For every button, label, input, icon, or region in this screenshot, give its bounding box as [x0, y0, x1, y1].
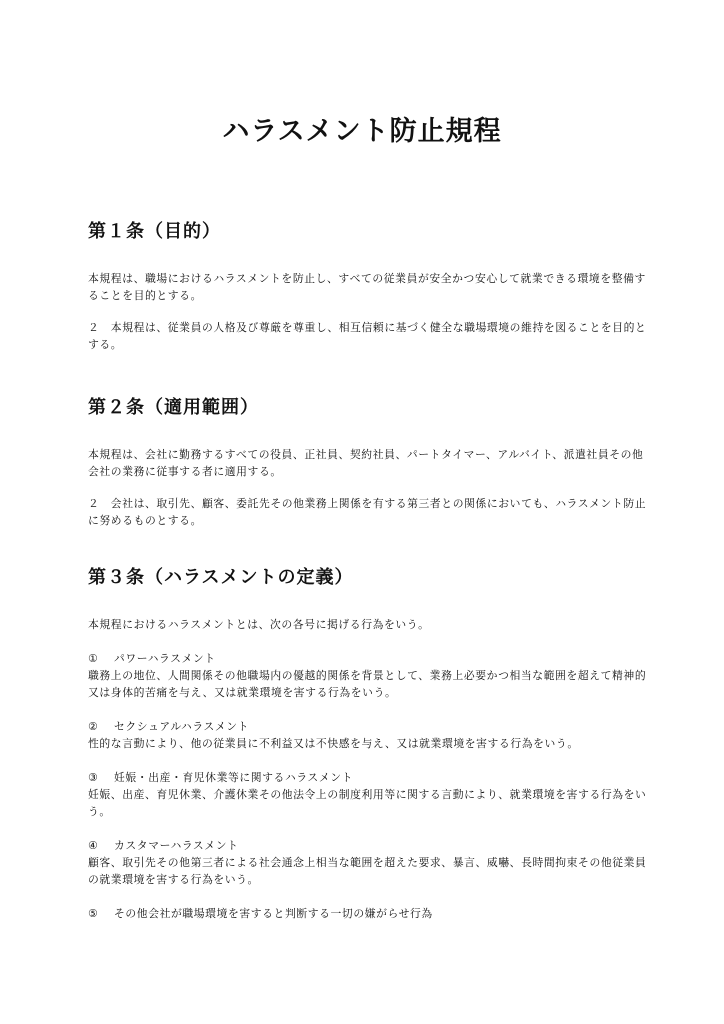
definition-item-text: 性的な言動により、他の従業員に不利益又は不快感を与え、又は就業環境を害する行為をいう。: [88, 737, 579, 750]
definition-item-title: [88, 905, 648, 922]
article-paragraph: ２ 会社は、取引先、顧客、委託先その他業務上関係を有する第三者との関係においても、ハラスメント防止に努めるものとする。: [88, 497, 647, 527]
item-number: ④: [88, 839, 99, 852]
article-1: [88, 218, 648, 353]
article-heading: 第１条（目的）: [88, 221, 221, 242]
definition-item-title: [88, 769, 648, 786]
definition-item-text: 職務上の地位、人間関係その他職場内の優越的関係を背景として、業務上必要かつ相当な範囲を超えて精神的又は身体的苦痛を与え、又は就業環境を害する行為をいう。: [88, 669, 647, 699]
definition-item-text: 妊娠、出産、育児休業、介護休業その他法令上の制度利用等に関する言動により、就業環境を害する行為をいう。: [88, 788, 647, 818]
item-title-text: その他会社が職場環境を害すると判断する一切の嫌がらせ行為: [114, 907, 433, 920]
article-paragraph: ２ 本規程は、従業員の人格及び尊厳を尊重し、相互信頼に基づく健全な職場環境の維持を図ることを目的とする。: [88, 321, 647, 351]
definition-item-title: [88, 837, 648, 854]
definition-item: [88, 650, 648, 701]
item-title-text: カスタマーハラスメント: [114, 839, 239, 852]
definition-item: [88, 769, 648, 820]
article-heading: 第２条（適用範囲）: [88, 397, 259, 418]
definition-item-title: [88, 650, 648, 667]
definition-item: [88, 837, 648, 888]
article-2: [88, 394, 648, 529]
item-title-text: セクシュアルハラスメント: [114, 720, 250, 733]
definition-item: [88, 905, 648, 922]
item-number: ③: [88, 771, 99, 784]
article-intro: 本規程におけるハラスメントとは、次の各号に掲げる行為をいう。: [88, 618, 430, 631]
item-title-text: 妊娠・出産・育児休業等に関するハラスメント: [114, 771, 354, 784]
article-paragraph: 本規程は、職場におけるハラスメントを防止し、すべての従業員が安全かつ安心して就業できる環境を整備することを目的とする。: [88, 272, 646, 302]
article-heading: 第３条（ハラスメントの定義）: [88, 567, 354, 588]
item-number: ②: [88, 720, 99, 733]
article-paragraph: 本規程は、会社に勤務するすべての役員、正社員、契約社員、パートタイマー、アルバイト、派遣社員その他会社の業務に従事する者に適用する。: [88, 448, 644, 478]
article-3: [88, 564, 648, 922]
item-title-text: パワーハラスメント: [114, 652, 216, 665]
document-title: ハラスメント防止規程: [222, 116, 502, 147]
definition-item-title: [88, 718, 648, 735]
definition-item: [88, 718, 648, 752]
definition-item-text: 顧客、取引先その他第三者による社会通念上相当な範囲を超えた要求、暴言、威嚇、長時間拘束その他従業員の就業環境を害する行為をいう。: [88, 856, 647, 886]
item-number: ①: [88, 652, 99, 665]
item-number: ⑤: [88, 907, 99, 920]
